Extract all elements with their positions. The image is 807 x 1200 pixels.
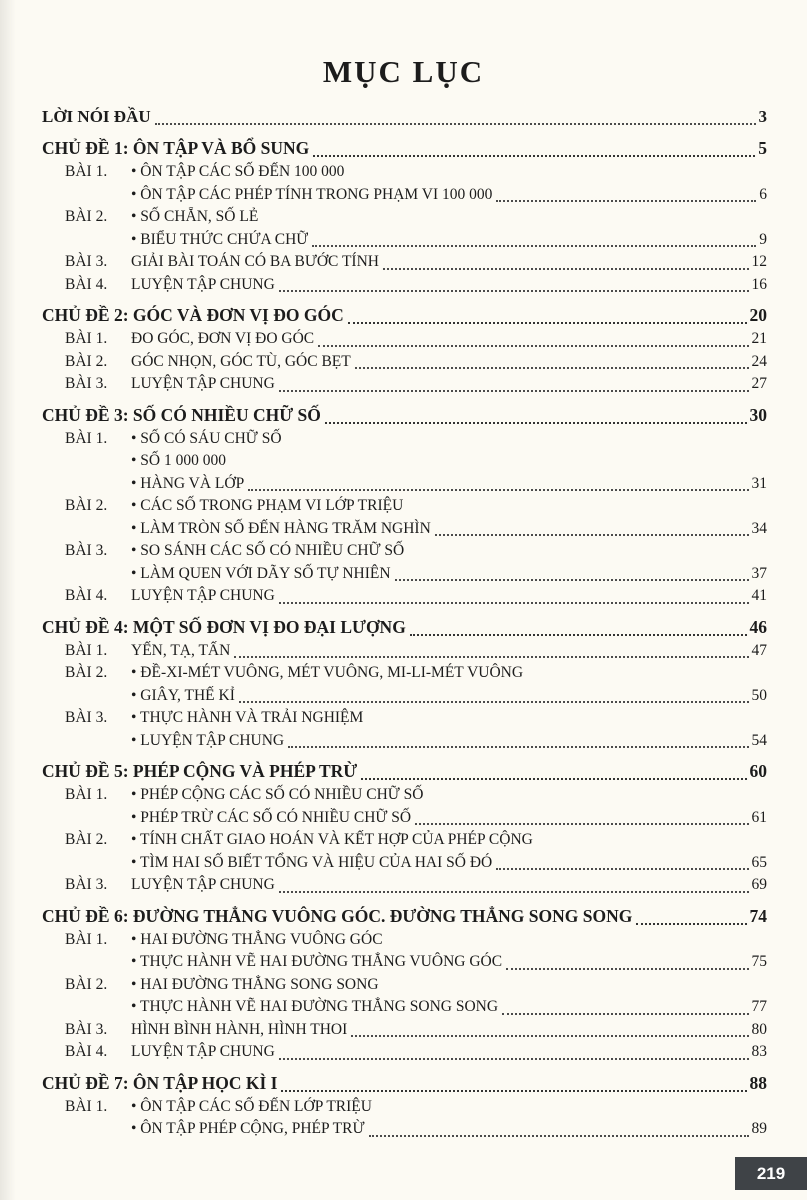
toc-lesson-row [42,351,767,374]
lesson-text: • BIỂU THỨC CHỨA CHỮ [131,230,309,248]
entry-page-number: 34 [751,519,767,537]
dot-leader [369,1135,749,1137]
entry-page-number: 88 [749,1072,767,1093]
lesson-text: • LUYỆN TẬP CHUNG [131,731,285,749]
toc-lesson-row [42,563,767,586]
dot-leader [318,345,748,347]
dot-leader [279,602,749,604]
lesson-text: • LÀM TRÒN SỐ ĐẾN HÀNG TRĂM NGHÌN [131,519,431,537]
lesson-text: LUYỆN TẬP CHUNG [131,1043,275,1060]
dot-leader [234,656,748,658]
lesson-text: HÌNH BÌNH HÀNH, HÌNH THOI [131,1020,348,1038]
lesson-label: BÀI 4. [65,1043,108,1060]
toc-chapter-row [42,1071,767,1096]
toc-lesson-row [42,951,767,974]
toc-chapter-row [42,759,767,784]
entry-page-number: 21 [751,330,767,347]
lesson-text: • THỰC HÀNH VẼ HAI ĐƯỜNG THẲNG VUÔNG GÓC [131,953,503,970]
toc-lesson-row [42,540,767,563]
toc-lesson-row [42,184,767,207]
toc-lesson-row [42,874,767,897]
lesson-label: BÀI 3. [65,375,108,392]
toc-lesson-row [42,328,767,351]
entry-page-number: 54 [751,731,767,749]
page-number-badge [735,1157,807,1190]
entry-page-number: 69 [751,876,767,893]
lesson-label: BÀI 1. [65,1097,108,1115]
toc-lesson-row [42,518,767,541]
lesson-text: • CÁC SỐ TRONG PHẠM VI LỚP TRIỆU [131,497,404,514]
lesson-label: BÀI 4. [65,275,108,293]
entry-page-number: 16 [751,275,767,293]
lesson-label: BÀI 1. [65,641,108,659]
lesson-label: BÀI 4. [65,587,108,604]
entry-page-number: 46 [749,616,767,637]
dot-leader [313,155,755,157]
chapter-title: CHỦ ĐỀ 4: MỘT SỐ ĐƠN VỊ ĐO ĐẠI LƯỢNG [42,616,406,637]
entry-page-number: 6 [759,185,767,203]
toc-lesson-row [42,251,767,274]
toc-lesson-row [42,473,767,496]
dot-leader [435,534,749,536]
lesson-text: • LÀM QUEN VỚI DÃY SỐ TỰ NHIÊN [131,564,391,582]
lesson-text: • THỰC HÀNH VẼ HAI ĐƯỜNG THẲNG SONG SONG [131,998,499,1015]
entry-page-number: 80 [751,1020,767,1038]
dot-leader [279,1058,749,1060]
dot-leader [288,746,748,748]
dot-leader [636,923,746,925]
toc-lesson-row [42,1041,767,1064]
toc-lesson-row [42,206,767,229]
entry-page-number: 89 [751,1120,767,1137]
lesson-label: BÀI 2. [65,664,108,681]
dot-leader [506,968,748,970]
toc-lesson-row [42,730,767,753]
lesson-text: • HAI ĐƯỜNG THẲNG VUÔNG GÓC [131,930,383,948]
lesson-text: • PHÉP CỘNG CÁC SỐ CÓ NHIỀU CHỮ SỐ [131,786,424,803]
toc-lesson-row [42,685,767,708]
chapter-title: CHỦ ĐỀ 7: ÔN TẬP HỌC KÌ I [42,1072,278,1093]
lesson-text: GIẢI BÀI TOÁN CÓ BA BƯỚC TÍNH [131,253,379,270]
chapter-title: CHỦ ĐỀ 6: ĐƯỜNG THẲNG VUÔNG GÓC. ĐƯỜNG THẲNG SONG SONG [42,905,633,926]
dot-leader [361,778,746,780]
entry-page-number: 5 [758,138,767,158]
lesson-text: LUYỆN TẬP CHUNG [131,876,275,893]
page-number: 219 [756,1163,786,1183]
dot-leader [348,322,747,324]
lesson-text: • ÔN TẬP CÁC SỐ ĐẾN 100 000 [131,163,345,180]
toc-lesson-row [42,929,767,952]
entry-page-number: 83 [751,1043,767,1060]
lesson-text: LUYỆN TẬP CHUNG [131,375,275,392]
dot-leader [312,245,756,247]
lesson-text: LUYỆN TẬP CHUNG [131,587,275,604]
preface-label: LỜI NÓI ĐẦU [42,107,151,126]
toc-lesson-row [42,161,767,184]
lesson-label: BÀI 1. [65,163,108,180]
lesson-label: BÀI 2. [65,352,108,370]
entry-page-number: 27 [751,375,767,392]
lesson-label: BÀI 3. [65,709,108,726]
toc-lesson-row [42,1019,767,1042]
dot-leader [502,1013,748,1015]
toc-list [0,104,807,1141]
lesson-text: • ÔN TẬP CÁC PHÉP TÍNH TRONG PHẠM VI 100 000 [131,185,493,203]
dot-leader [383,268,749,270]
lesson-label: BÀI 2. [65,208,108,225]
dot-leader [279,290,749,292]
toc-lesson-row [42,662,767,685]
toc-lesson-row [42,784,767,807]
lesson-text: • TÍNH CHẤT GIAO HOÁN VÀ KẾT HỢP CỦA PHÉP CỘNG [131,831,533,848]
entry-page-number: 65 [751,853,767,871]
lesson-label: BÀI 1. [65,930,108,948]
toc-lesson-row [42,585,767,608]
lesson-text: • SỐ 1 000 000 [131,452,226,469]
lesson-label: BÀI 3. [65,876,108,893]
dot-leader [155,123,756,125]
toc-lesson-row [42,996,767,1019]
chapter-title: CHỦ ĐỀ 1: ÔN TẬP VÀ BỔ SUNG [42,138,310,158]
dot-leader [351,1035,748,1037]
toc-chapter-row [42,904,767,929]
lesson-text: • PHÉP TRỪ CÁC SỐ CÓ NHIỀU CHỮ SỐ [131,808,412,826]
toc-lesson-row [42,1118,767,1141]
lesson-label: BÀI 3. [65,253,108,270]
lesson-text: • GIÂY, THẾ KỈ [131,686,235,704]
entry-page-number: 30 [749,404,767,425]
chapter-title: CHỦ ĐỀ 2: GÓC VÀ ĐƠN VỊ ĐO GÓC [42,305,344,325]
lesson-label: BÀI 1. [65,429,108,447]
chapter-title: CHỦ ĐỀ 5: PHÉP CỘNG VÀ PHÉP TRỪ [42,761,358,781]
entry-page-number: 24 [751,352,767,370]
toc-lesson-row [42,373,767,396]
lesson-text: • HAI ĐƯỜNG THẲNG SONG SONG [131,975,379,993]
toc-chapter-row [42,403,767,428]
lesson-text: • HÀNG VÀ LỚP [131,474,245,492]
entry-page-number: 60 [749,761,767,781]
dot-leader [325,422,747,424]
toc-lesson-row [42,974,767,997]
entry-page-number: 3 [758,107,767,126]
dot-leader [415,823,748,825]
toc-chapter-row [42,615,767,640]
entry-page-number: 12 [751,253,767,270]
lesson-label: BÀI 2. [65,497,108,514]
entry-page-number: 61 [751,808,767,826]
dot-leader [279,891,749,893]
entry-page-number: 31 [751,474,767,492]
toc-lesson-row [42,428,767,451]
entry-page-number: 37 [751,564,767,582]
lesson-label: BÀI 3. [65,542,108,559]
dot-leader [279,390,749,392]
toc-lesson-row [42,807,767,830]
toc-entry-preface [42,104,767,129]
toc-lesson-row [42,829,767,852]
dot-leader [410,634,747,636]
lesson-text: • ĐỀ-XI-MÉT VUÔNG, MÉT VUÔNG, MI-LI-MÉT VUÔNG [131,664,524,681]
lesson-text: • SO SÁNH CÁC SỐ CÓ NHIỀU CHỮ SỐ [131,542,405,559]
lesson-label: BÀI 3. [65,1020,108,1038]
dot-leader [395,579,749,581]
toc-lesson-row [42,1096,767,1119]
toc-lesson-row [42,229,767,252]
lesson-text: • ÔN TẬP PHÉP CỘNG, PHÉP TRỪ [131,1120,365,1137]
entry-page-number: 75 [751,953,767,970]
toc-lesson-row [42,274,767,297]
page-title: MỤC LỤC [322,54,485,89]
lesson-text: • SỐ CHẴN, SỐ LẺ [131,208,259,225]
lesson-text: • THỰC HÀNH VÀ TRẢI NGHIỆM [131,709,364,726]
lesson-text: • TÌM HAI SỐ BIẾT TỔNG VÀ HIỆU CỦA HAI SỐ ĐÓ [131,853,493,871]
entry-page-number: 77 [751,998,767,1015]
lesson-text: LUYỆN TẬP CHUNG [131,275,275,293]
toc-lesson-row [42,495,767,518]
toc-lesson-row [42,640,767,663]
toc-lesson-row [42,707,767,730]
entry-page-number: 9 [759,230,767,248]
dot-leader [281,1090,746,1092]
dot-leader [496,200,756,202]
lesson-label: BÀI 1. [65,330,108,347]
chapter-title: CHỦ ĐỀ 3: SỐ CÓ NHIỀU CHỮ SỐ [42,404,321,425]
lesson-text: ĐO GÓC, ĐƠN VỊ ĐO GÓC [131,330,315,347]
toc-lesson-row [42,852,767,875]
lesson-label: BÀI 1. [65,786,108,803]
lesson-label: BÀI 2. [65,831,108,848]
lesson-text: GÓC NHỌN, GÓC TÙ, GÓC BẸT [131,352,351,370]
dot-leader [239,701,749,703]
entry-page-number: 50 [751,686,767,704]
dot-leader [496,868,748,870]
entry-page-number: 41 [751,587,767,604]
toc-lesson-row [42,450,767,473]
entry-page-number: 74 [749,905,767,926]
dot-leader [248,489,748,491]
lesson-text: YẾN, TẠ, TẤN [131,641,231,659]
toc-chapter-row [42,136,767,161]
lesson-text: • SỐ CÓ SÁU CHỮ SỐ [131,429,282,447]
entry-page-number: 20 [749,305,767,325]
lesson-label: BÀI 2. [65,975,108,993]
entry-page-number: 47 [751,641,767,659]
lesson-text: • ÔN TẬP CÁC SỐ ĐẾN LỚP TRIỆU [131,1097,372,1115]
dot-leader [355,367,749,369]
toc-chapter-row [42,303,767,328]
